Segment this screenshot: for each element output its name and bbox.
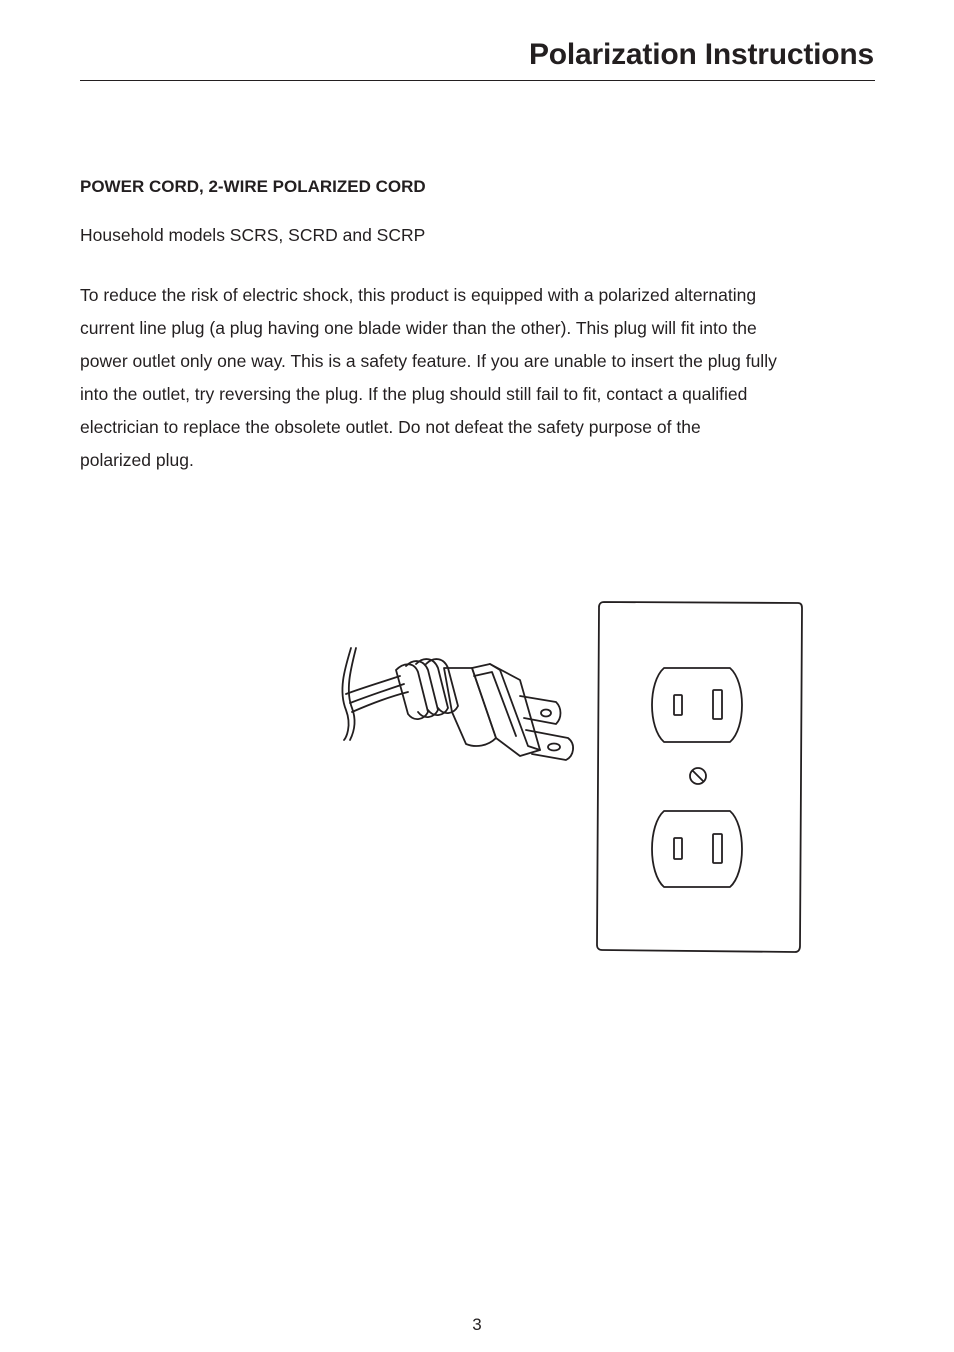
page-title: Polarization Instructions [528,38,874,71]
paragraph-line: To reduce the risk of electric shock, this product is equipped with a polarized alternating [80,285,757,305]
instructions-paragraph [80,279,870,477]
paragraph-line: electrician to replace the obsolete outlet. Do not defeat the safety purpose of the [80,417,701,437]
paragraph-line: power outlet only one way. This is a safety feature. If you are unable to insert the plug fully [80,351,777,371]
plug-and-outlet-illustration [330,595,810,960]
section-heading: POWER CORD, 2-WIRE POLARIZED CORD [80,177,426,196]
paragraph-line: current line plug (a plug having one blade wider than the other). This plug will fit into the [80,318,757,338]
page-number: 3 [472,1315,482,1334]
paragraph-line: into the outlet, try reversing the plug. If the plug should still fail to fit, contact a qualified [80,384,748,404]
wall-outlet-icon [597,602,802,952]
polarized-plug-icon [342,648,573,760]
models-line: Household models SCRS, SCRD and SCRP [80,225,426,245]
paragraph-line: polarized plug. [80,450,194,470]
title-divider [80,80,875,81]
